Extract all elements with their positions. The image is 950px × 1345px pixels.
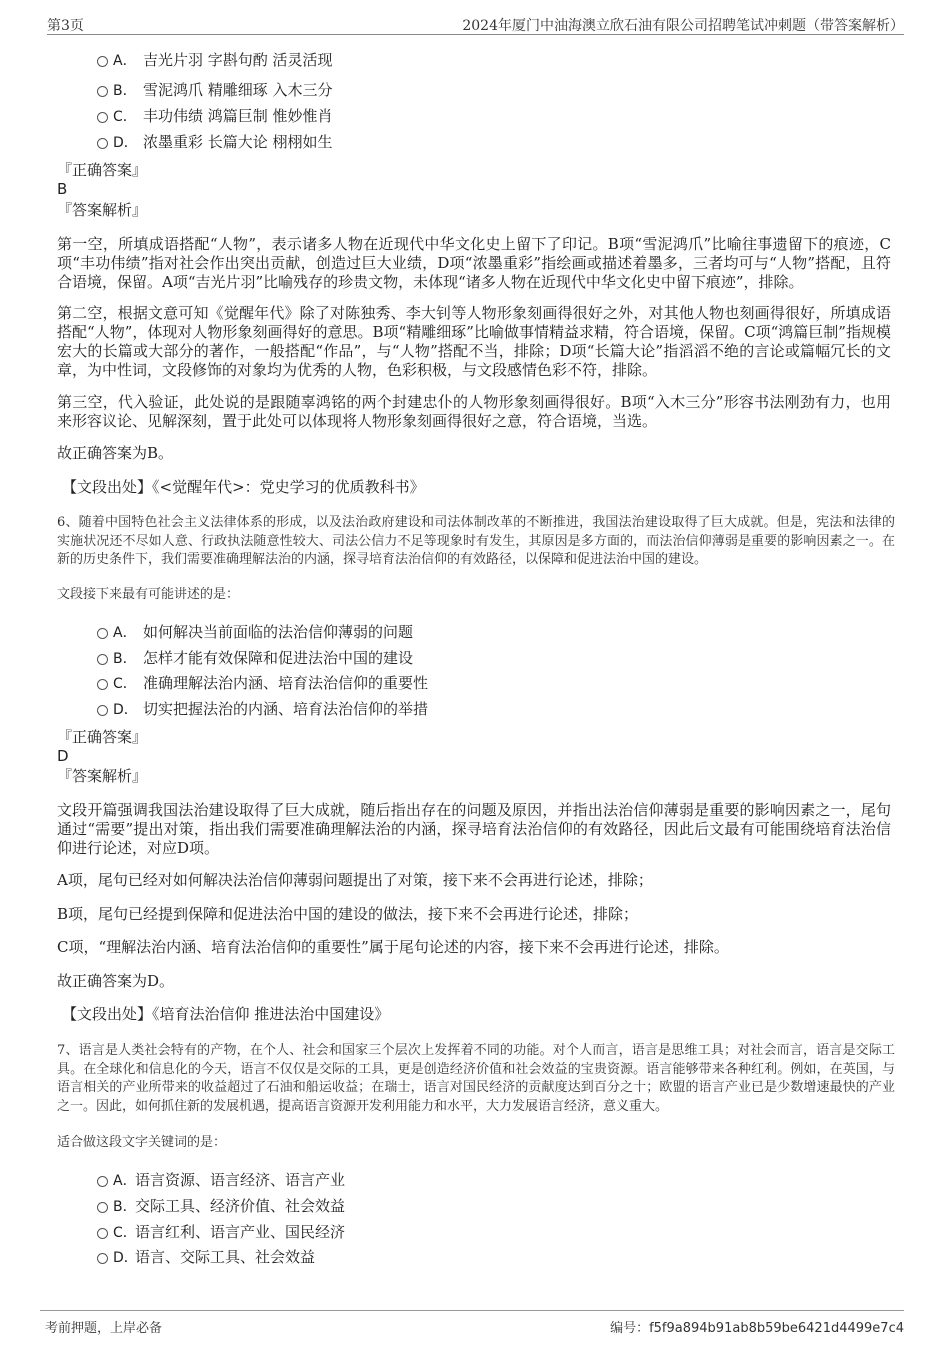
radio-icon[interactable]	[97, 705, 108, 716]
q6-option-b[interactable]: B． 怎样才能有效保障和促进法治中国的建设	[97, 648, 413, 669]
q6-analysis-p3: B项，尾句已经提到保障和促进法治中国的建设的做法，接下来不会再进行论述，排除；	[57, 905, 639, 923]
radio-icon[interactable]	[97, 138, 108, 149]
q5-option-a[interactable]: A． 吉光片羽 字斟句酌 活灵活现	[97, 50, 333, 71]
page-footer	[40, 1310, 904, 1339]
q7-option-d[interactable]: D．语言、交际工具、社会效益	[97, 1247, 315, 1268]
q6-option-c[interactable]: C． 准确理解法治内涵、培育法治信仰的重要性	[97, 673, 428, 694]
page-number: 第3页	[47, 18, 84, 34]
radio-icon[interactable]	[97, 628, 108, 639]
q6-analysis-label: 『答案解析』	[57, 767, 148, 785]
q5-analysis-p1: 第一空，所填成语搭配“人物”，表示诸多人物在近现代中华文化史上留下了印记。B项“雪泥鸿爪”比喻往事遗留下的痕迹，C项“丰功伟绩”指对社会作出突出贡献，创造过巨大业绩，D项“浓墨重彩”指绘画或描述着墨多，三者均可与“人物”搭配，且符合语境，保留。A项“吉光片羽”比喻残存的珍贵文物，未体现“诸多人物在近现代中华文化史中留下痕迹”，排除。	[57, 235, 891, 291]
page-header	[47, 12, 904, 35]
q5-option-d[interactable]: D． 浓墨重彩 长篇大论 栩栩如生	[97, 132, 333, 153]
q5-conclusion: 故正确答案为B。	[57, 444, 174, 462]
q5-analysis-p2: 第二空，根据文意可知《觉醒年代》除了对陈独秀、李大钊等人物形象刻画得很好之外，对其他人物也刻画得很好，所填成语搭配“人物”，体现对人物形象刻画得好的意思。B项“精雕细琢”比喻做事情精益求精，符合语境，保留。C项“鸿篇巨制”指规模宏大的长篇或大部分的著作，一般搭配“作品”，与“人物”搭配不当，排除；D项“长篇大论”指滔滔不绝的言论或篇幅冗长的文章，为中性词，文段修饰的对象均为优秀的人物，色彩积极，与文段感情色彩不符，排除。	[57, 304, 891, 379]
q7-option-b[interactable]: B．交际工具、经济价值、社会效益	[97, 1196, 345, 1217]
q6-prompt: 文段接下来最有可能讲述的是：	[57, 587, 240, 602]
q5-answer: B	[57, 180, 68, 198]
footer-slogan: 考前押题，上岸必备	[45, 1321, 163, 1336]
code-label: 编号：	[610, 1321, 650, 1336]
q7-question: 7、语言是人类社会特有的产物，在个人、社会和国家三个层次上发挥着不同的功能。对个人而言，语言是思维工具；对社会而言，语言是交际工具。在全球化和信息化的今天，语言不仅仅是交际的工具，更是创造经济价值和社会效益的宝贵资源。语言能够带来各种红利。例如，在英国，与语言相关的产业所带来的收益超过了石油和船运收益；在瑞士，语言对国民经济的贡献度达到百分之十；欧盟的语言产业已是少数增速最快的产业之一。因此，如何抓住新的发展机遇，提高语言资源开发利用能力和水平，大力发展语言经济，意义重大。	[57, 1043, 895, 1114]
code-value: f5f9a894b91ab8b59be6421d4499e7c4	[649, 1321, 904, 1336]
q6-option-d[interactable]: D． 切实把握法治的内涵、培育法治信仰的举措	[97, 699, 428, 720]
radio-icon[interactable]	[97, 1176, 108, 1187]
q6-analysis-p2: A项，尾句已经对如何解决法治信仰薄弱问题提出了对策，接下来不会再进行论述，排除；	[57, 871, 653, 889]
q5-source: 【文段出处】《<觉醒年代>：党史学习的优质教科书》	[62, 478, 425, 496]
q6-question: 6、随着中国特色社会主义法律体系的形成，以及法治政府建设和司法体制改革的不断推进，我国法治建设取得了巨大成就。但是，宪法和法律的实施状况还不尽如人意、行政执法随意性较大、司法公信力不足等现象时有发生，其原因是多方面的，而法治信仰薄弱是重要的影响因素之一。在新的历史条件下，我们需要准确理解法治的内涵，探寻培育法治信仰的有效路径，以保障和促进法治中国的建设。	[57, 515, 895, 567]
radio-icon[interactable]	[97, 86, 108, 97]
radio-icon[interactable]	[97, 1202, 108, 1213]
q6-answer-label: 『正确答案』	[57, 728, 148, 746]
q7-option-c[interactable]: C．语言红利、语言产业、国民经济	[97, 1222, 345, 1243]
radio-icon[interactable]	[97, 1228, 108, 1239]
radio-icon[interactable]	[97, 679, 108, 690]
q6-option-a[interactable]: A． 如何解决当前面临的法治信仰薄弱的问题	[97, 622, 413, 643]
q5-analysis-p3: 第三空，代入验证，此处说的是跟随辜鸿铭的两个封建忠仆的人物形象刻画得很好。B项“入木三分”形容书法刚劲有力，也用来形容议论、见解深刻，置于此处可以体现将人物形象刻画得很好之意，符合语境，当选。	[57, 393, 891, 430]
q5-option-b[interactable]: B． 雪泥鸿爪 精雕细琢 入木三分	[97, 80, 333, 101]
q5-analysis-label: 『答案解析』	[57, 201, 148, 219]
radio-icon[interactable]	[97, 56, 108, 67]
q7-option-a[interactable]: A．语言资源、语言经济、语言产业	[97, 1170, 345, 1191]
document-code	[610, 1317, 904, 1336]
q7-prompt: 适合做这段文字关键词的是：	[57, 1135, 227, 1150]
q6-source: 【文段出处】《培育法治信仰 推进法治中国建设》	[62, 1005, 390, 1023]
q5-option-c[interactable]: C． 丰功伟绩 鸿篇巨制 惟妙惟肖	[97, 106, 333, 127]
q5-answer-label: 『正确答案』	[57, 161, 148, 179]
q6-answer: D	[57, 747, 69, 765]
document-title: 2024年厦门中油海澳立欣石油有限公司招聘笔试冲刺题（带答案解析）	[462, 18, 904, 34]
q6-analysis-p4: C项，“理解法治内涵、培育法治信仰的重要性”属于尾句论述的内容，接下来不会再进行论述，排除。	[57, 938, 729, 956]
radio-icon[interactable]	[97, 112, 108, 123]
radio-icon[interactable]	[97, 1253, 108, 1264]
q6-conclusion: 故正确答案为D。	[57, 972, 175, 990]
radio-icon[interactable]	[97, 654, 108, 665]
q6-analysis-p1: 文段开篇强调我国法治建设取得了巨大成就，随后指出存在的问题及原因，并指出法治信仰薄弱是重要的影响因素之一，尾句通过“需要”提出对策，指出我们需要准确理解法治的内涵，探寻培育法治信仰的有效路径，因此后文最有可能围绕培育法治信仰进行论述，对应D项。	[57, 801, 891, 857]
